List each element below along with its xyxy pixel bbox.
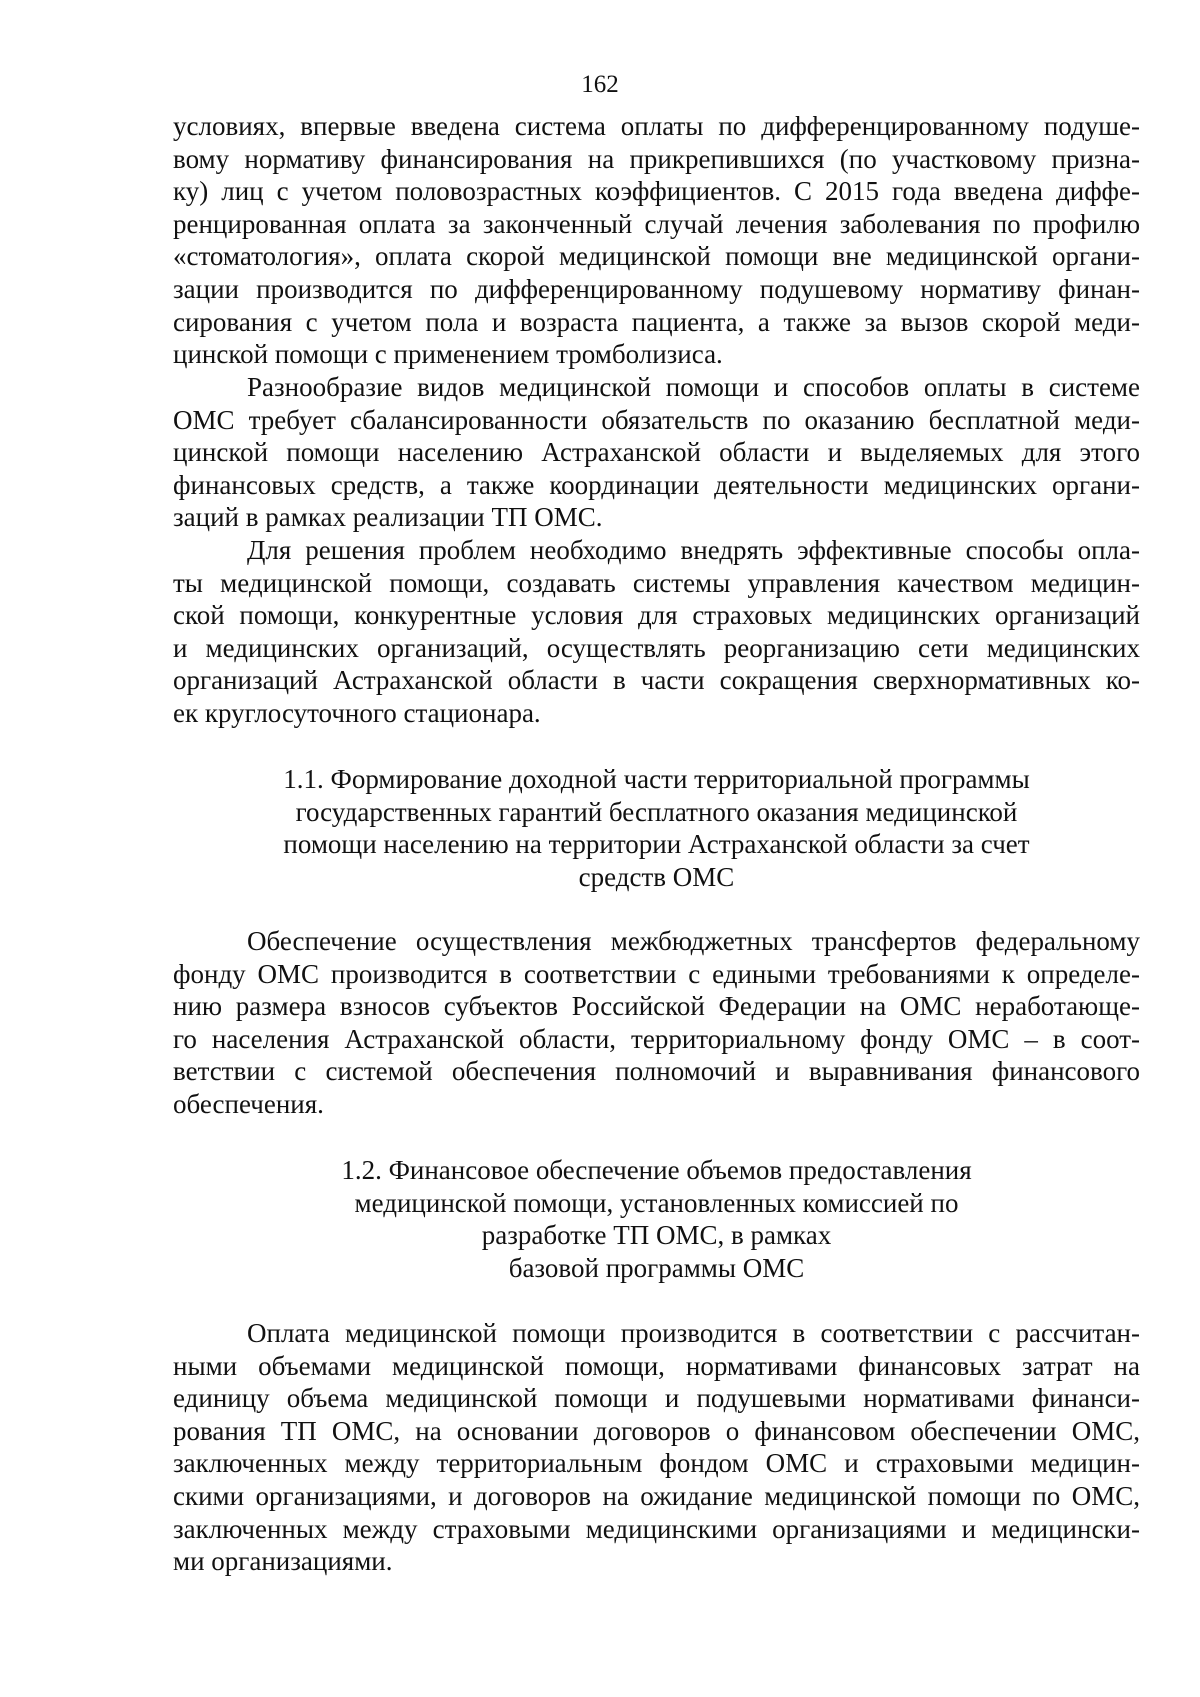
text-line: ветствии с системой обеспечения полномочий и выравнивания финансового [173,1056,1140,1087]
text-line: заключенных между территориальным фондом ОМС и страховыми медицин- [173,1448,1140,1479]
heading-line: 1.2. Финансовое обеспечение объемов предоставления [341,1155,972,1185]
text-line: заций в рамках реализации ТП ОМС. [173,502,603,533]
heading-line: 1.1. Формирование доходной части территориальной программы [283,764,1030,794]
text-line: Разнообразие видов медицинской помощи и способов оплаты в системе [247,372,1140,402]
text-line: Оплата медицинской помощи производится в соответствии с рассчитан- [247,1318,1140,1348]
section-heading-1-1 [173,763,1140,893]
paragraph-5 [173,1317,1140,1578]
heading-line: средств ОМС [578,861,735,892]
text-line: ек круглосуточного стационара. [173,697,541,728]
heading-line: базовой программы ОМС [508,1252,805,1283]
paragraph-2 [173,371,1140,534]
heading-line: государственных гарантий бесплатного оказания медицинской [295,796,1018,827]
heading-line: разработке ТП ОМС, в рамках [481,1220,832,1251]
text-line: Для решения проблем необходимо внедрять эффективные способы опла- [247,535,1140,565]
text-line: цинской помощи с применением тромболизиса. [173,339,723,370]
paragraph-3 [173,534,1140,730]
text-line: и медицинских организаций, осуществлять реорганизацию сети медицинских [173,632,1140,663]
text-line: ОМС требует сбалансированности обязательств по оказанию бесплатной меди- [173,404,1140,435]
paragraph-4 [173,925,1140,1121]
section-heading-1-2 [173,1154,1140,1284]
text-line: вому нормативу финансирования на прикрепившихся (по участковому призна- [173,143,1140,174]
text-line: условиях, впервые введена система оплаты по дифференцированному подуше- [173,111,1140,141]
text-line: заключенных между страховыми медицинскими организациями и медицински- [173,1513,1140,1544]
page-number: 162 [581,71,619,98]
text-line: ренцированная оплата за законченный случай лечения заболевания по профилю [173,208,1140,239]
text-line: обеспечения. [173,1088,324,1119]
paragraph-1 [173,110,1140,371]
text-line: ской помощи, конкурентные условия для страховых медицинских организаций [173,600,1140,631]
text-line: «стоматология», оплата скорой медицинской помощи вне медицинской органи- [173,241,1140,272]
text-line: финансовых средств, а также координации деятельности медицинских органи- [173,469,1140,500]
text-line: зации производится по дифференцированному подушевому нормативу финан- [173,273,1140,304]
text-line: фонду ОМС производится в соответствии с едиными требованиями к определе- [173,958,1140,989]
text-line: цинской помощи населению Астраханской области и выделяемых для этого [173,437,1140,468]
text-line: нию размера взносов субъектов Российской Федерации на ОМС неработающе- [173,991,1140,1022]
text-line: ми организациями. [173,1546,393,1577]
text-line: ты медицинской помощи, создавать системы управления качеством медицин- [173,567,1140,598]
text-line: рования ТП ОМС, на основании договоров о финансовом обеспечении ОМС, [173,1415,1140,1446]
heading-line: медицинской помощи, установленных комиссией по [354,1187,959,1218]
text-line: го населения Астраханской области, территориальному фонду ОМС – в соот- [173,1023,1140,1054]
heading-line: помощи населению на территории Астраханской области за счет [283,829,1030,860]
text-line: Обеспечение осуществления межбюджетных трансфертов федеральному [247,926,1140,956]
text-line: организаций Астраханской области в части сокращения сверхнормативных ко- [173,665,1140,696]
text-line: ными объемами медицинской помощи, нормативами финансовых затрат на [173,1350,1140,1381]
text-line: единицу объема медицинской помощи и подушевыми нормативами финанси- [173,1383,1140,1414]
text-line: сирования с учетом пола и возраста пациента, а также за вызов скорой меди- [173,306,1140,337]
text-line: ку) лиц с учетом половозрастных коэффициентов. С 2015 года введена диффе- [173,176,1140,207]
text-line: скими организациями, и договоров на ожидание медицинской помощи по ОМС, [173,1480,1140,1511]
